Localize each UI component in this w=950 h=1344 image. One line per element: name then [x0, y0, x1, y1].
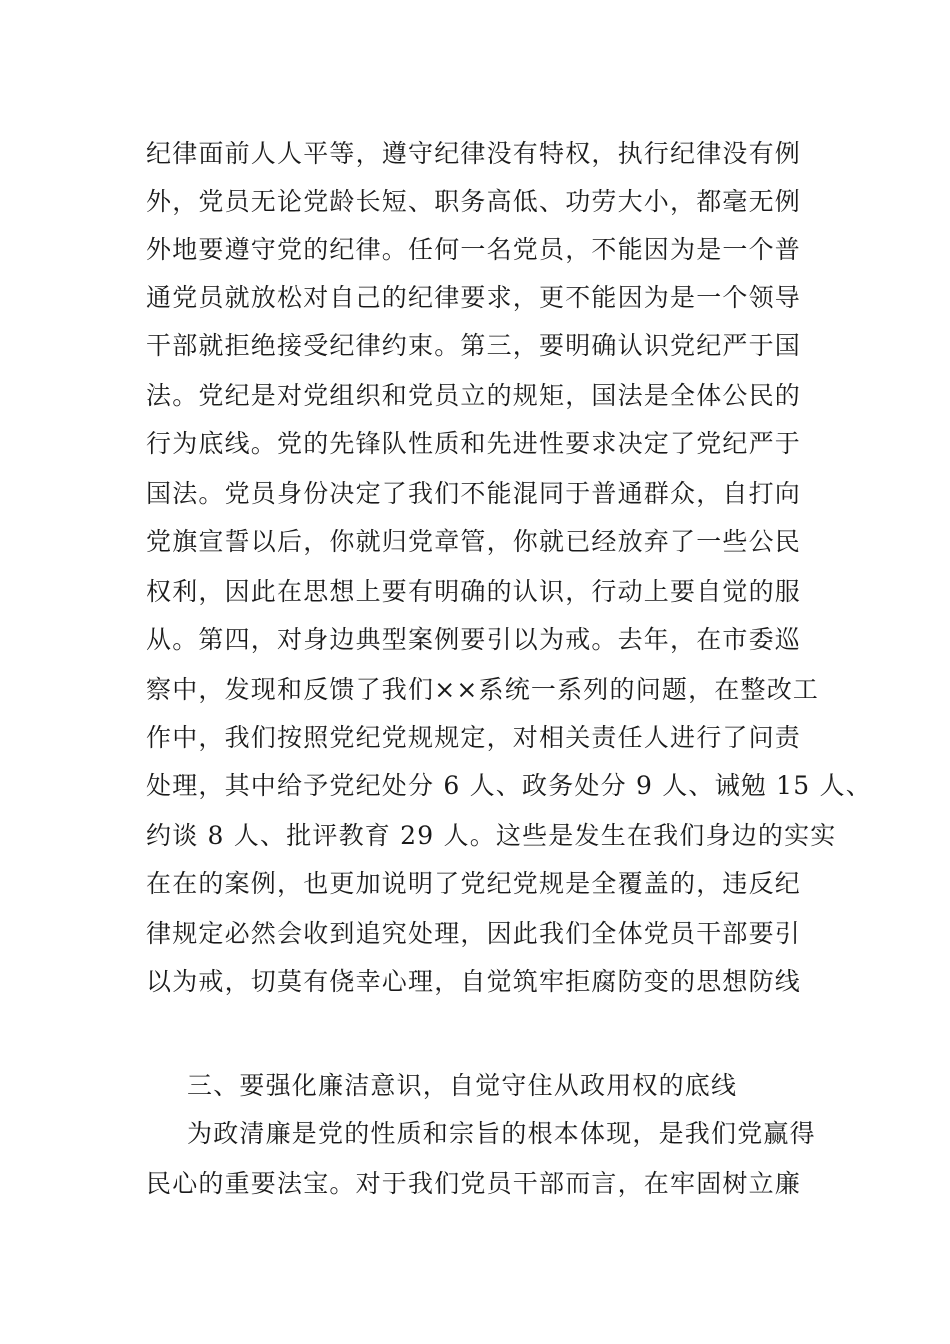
paragraph-line: 干部就拒绝接受纪律约束。第三，要明确认识党纪严于国: [146, 331, 802, 360]
paragraph-line: 在在的案例，也更加说明了党纪党规是全覆盖的，违反纪: [146, 869, 802, 898]
section-heading: 三、要强化廉洁意识，自觉守住从政用权的底线: [187, 1071, 738, 1100]
paragraph-line: 从。第四，对身边典型案例要引以为戒。去年，在市委巡: [146, 625, 802, 654]
paragraph-line: 律规定必然会收到追究处理，因此我们全体党员干部要引: [146, 919, 802, 948]
paragraph-line: 约谈 8 人、批评教育 29 人。这些是发生在我们身边的实实: [146, 821, 837, 850]
paragraph-line: 党旗宣誓以后，你就归党章管，你就已经放弃了一些公民: [146, 527, 802, 556]
paragraph-line: 民心的重要法宝。对于我们党员干部而言，在牢固树立廉: [146, 1169, 802, 1198]
paragraph-line: 处理，其中给予党纪处分 6 人、政务处分 9 人、诫勉 15 人、: [146, 771, 872, 800]
paragraph-line: 通党员就放松对自己的纪律要求，更不能因为是一个领导: [146, 283, 802, 312]
paragraph-line: 外地要遵守党的纪律。任何一名党员，不能因为是一个普: [146, 235, 802, 264]
paragraph-line: 国法。党员身份决定了我们不能混同于普通群众，自打向: [146, 479, 802, 508]
paragraph-line: 察中，发现和反馈了我们××系统一系列的问题，在整改工: [146, 675, 820, 704]
paragraph-line: 权利，因此在思想上要有明确的认识，行动上要自觉的服: [146, 577, 802, 606]
paragraph-line: 作中，我们按照党纪党规规定，对相关责任人进行了问责: [146, 723, 802, 752]
paragraph-line: 以为戒，切莫有侥幸心理，自觉筑牢拒腐防变的思想防线: [146, 967, 802, 996]
paragraph-line: 为政清廉是党的性质和宗旨的根本体现，是我们党赢得: [187, 1119, 816, 1148]
paragraph-line: 法。党纪是对党组织和党员立的规矩，国法是全体公民的: [146, 381, 802, 410]
paragraph-line: 纪律面前人人平等，遵守纪律没有特权，执行纪律没有例: [146, 139, 802, 168]
paragraph-line: 外，党员无论党龄长短、职务高低、功劳大小，都毫无例: [146, 187, 802, 216]
paragraph-line: 行为底线。党的先锋队性质和先进性要求决定了党纪严于: [146, 429, 802, 458]
